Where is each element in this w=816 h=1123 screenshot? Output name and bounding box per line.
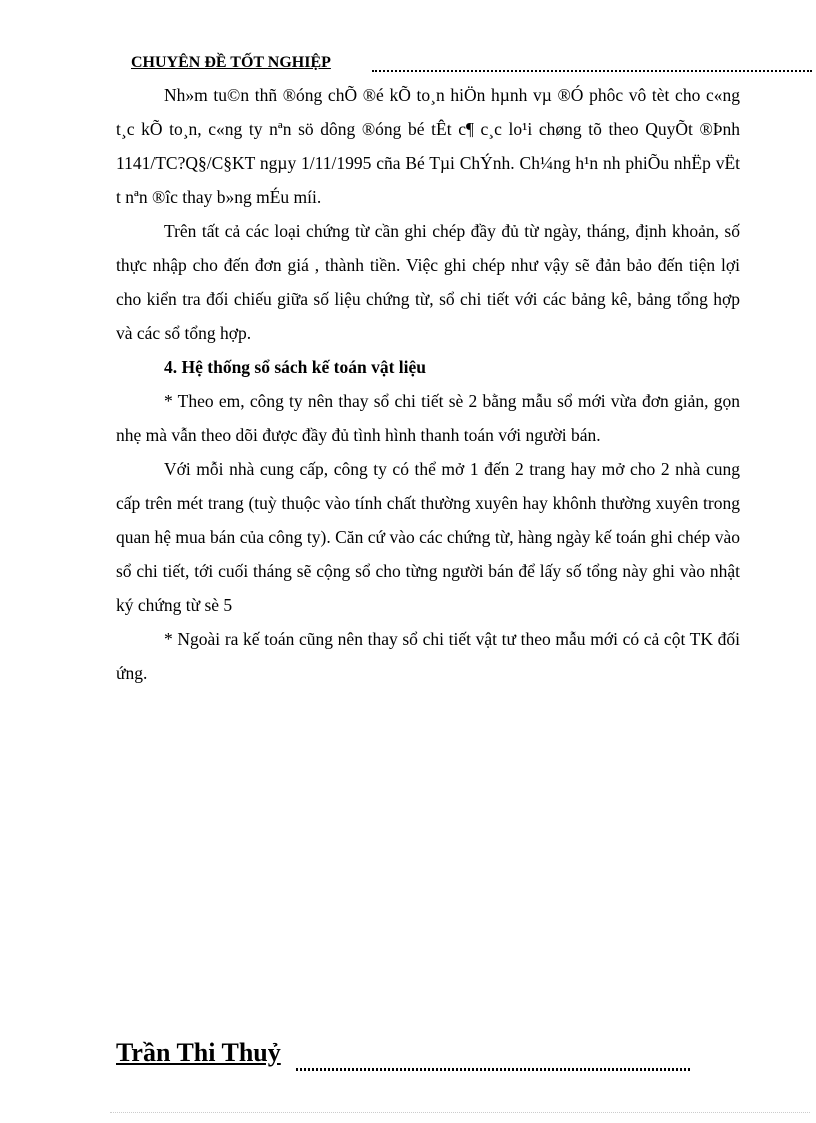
paragraph-material-ledger: * Ngoài ra kế toán cũng nên thay sổ chi tiết vật tư theo mẫu mới có cả cột TK đối ứng. — [116, 629, 740, 683]
section-heading: 4. Hệ thống sổ sách kế toán vật liệu — [164, 357, 427, 377]
page-header-title: CHUYÊN ĐỀ TỐT NGHIỆP — [131, 54, 331, 71]
document-body — [116, 78, 740, 690]
paragraph-accounting-compliance: Nh»m tu©n thñ ®óng chÕ ®é kÕ to¸n hiÖn hµnh vµ ®Ó phôc vô tèt cho c«ng t¸c kÕ to¸n, c«ng ty nªn sö dông ®óng bé tÊt c¶ c¸c lo¹i chøng tõ theo QuyÕt ®Þnh 1141/TC?Q§/C§KT ngµy 1/11/1995 cña Bé Tµi ChÝnh. Ch¼ng h¹n nh phiÕu nhËp vËt t nªn ®îc thay b»ng mÉu míi. — [116, 85, 740, 207]
paragraph-supplier-pages: Với mỗi nhà cung cấp, công ty có thể mở 1 đến 2 trang hay mở cho 2 nhà cung cấp trên mét trang (tuỳ thuộc vào tính chất thường xuyên hay khônh thường xuyên trong quan hệ mua bán của công ty). Căn cứ vào các chứng từ, hàng ngày kế toán ghi chép vào sổ chi tiết, tới cuối tháng sẽ cộng sổ cho từng người bán để lấy số tổng này ghi vào nhật ký chứng từ sè 5 — [116, 459, 740, 615]
paragraph-ledger-recommendation: * Theo em, công ty nên thay sổ chi tiết sè 2 bằng mẫu sổ mới vừa đơn giản, gọn nhẹ mà vẫn theo dõi được đầy đủ tình hình thanh toán với người bán. — [116, 391, 740, 445]
author-wavy-rule — [296, 1068, 692, 1071]
header-dotted-rule — [372, 70, 812, 72]
page-bottom-rule — [110, 1112, 810, 1113]
paragraph-voucher-recording: Trên tất cả các loại chứng từ cần ghi chép đầy đủ từ ngày, tháng, định khoản, số thực nhập cho đến đơn giá , thành tiền. Việc ghi chép như vậy sẽ đản bảo đến tiện lợi cho kiển tra đối chiếu giữa số liệu chứng từ, sổ chi tiết với các bảng kê, bảng tổng hợp và các sổ tổng hợp. — [116, 221, 740, 343]
author-name: Trần Thi Thuỷ — [116, 1038, 281, 1067]
